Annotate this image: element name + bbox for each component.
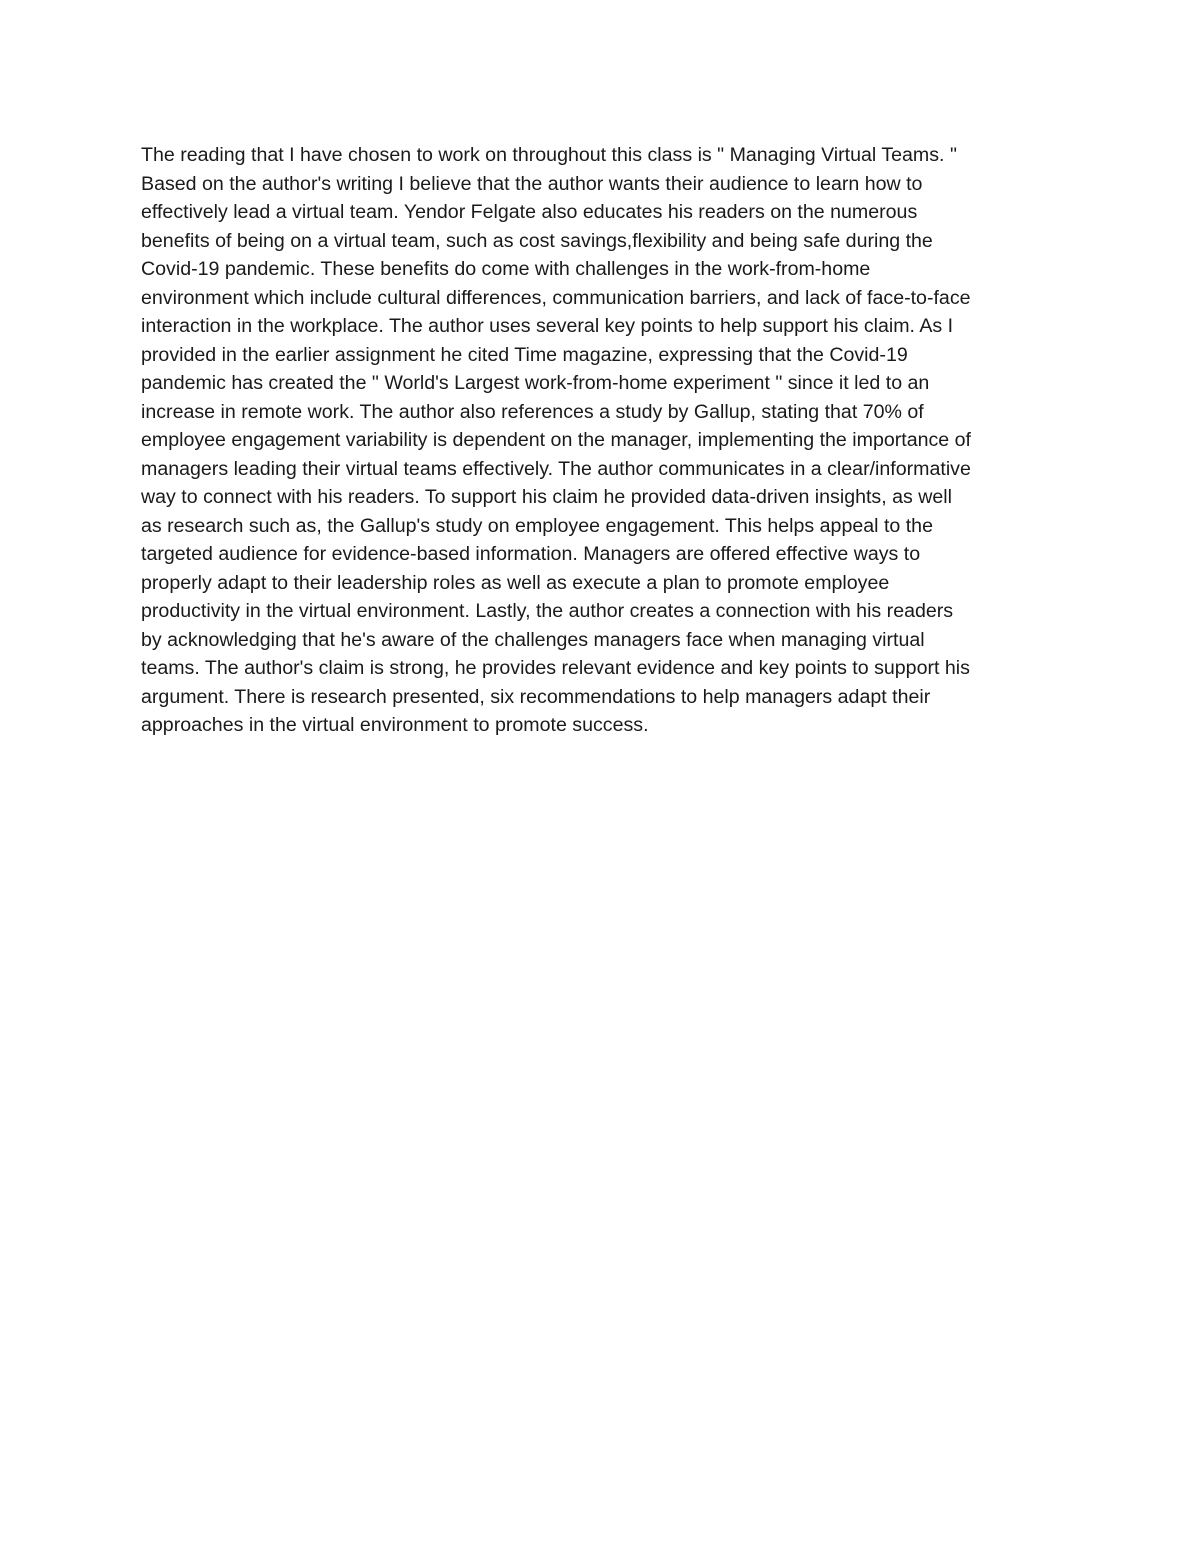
paragraph-line: interaction in the workplace. The author uses several key points to help support his claim. As I xyxy=(141,315,954,337)
paragraph-line: The reading that I have chosen to work on throughout this class is " Managing Virtual Teams. " xyxy=(141,144,957,166)
paragraph-line: environment which include cultural differences, communication barriers, and lack of face-to-face xyxy=(141,286,971,309)
paragraph-line: properly adapt to their leadership roles as well as execute a plan to promote employee xyxy=(141,571,890,594)
paragraph-line: way to connect with his readers. To support his claim he provided data-driven insights, as well xyxy=(141,486,953,508)
paragraph-line: provided in the earlier assignment he cited Time magazine, expressing that the Covid-19 xyxy=(141,343,908,366)
paragraph-line: increase in remote work. The author also references a study by Gallup, stating that 70% of xyxy=(141,400,924,423)
paragraph-line: Covid-19 pandemic. These benefits do come with challenges in the work-from-home xyxy=(141,258,871,280)
paragraph-line: argument. There is research presented, six recommendations to help managers adapt their xyxy=(141,685,931,708)
paragraph-line: teams. The author's claim is strong, he provides relevant evidence and key points to support his xyxy=(141,657,970,679)
paragraph-line: pandemic has created the " World's Largest work-from-home experiment " since it led to an xyxy=(141,372,930,394)
body-paragraph xyxy=(141,141,1066,740)
paragraph-line: managers leading their virtual teams effectively. The author communicates in a clear/informative xyxy=(141,457,971,480)
paragraph-line: targeted audience for evidence-based information. Managers are offered effective ways to xyxy=(141,543,921,565)
paragraph-line: productivity in the virtual environment. Lastly, the author creates a connection with his readers xyxy=(141,600,954,622)
paragraph-line: by acknowledging that he's aware of the challenges managers face when managing virtual xyxy=(141,628,925,651)
paragraph-line: Based on the author's writing I believe that the author wants their audience to learn how to xyxy=(141,172,923,195)
paragraph-line: as research such as, the Gallup's study on employee engagement. This helps appeal to the xyxy=(141,514,933,537)
paragraph-line: approaches in the virtual environment to promote success. xyxy=(141,714,649,736)
paragraph-line: effectively lead a virtual team. Yendor Felgate also educates his readers on the numerous xyxy=(141,201,918,223)
paragraph-line: employee engagement variability is dependent on the manager, implementing the importance of xyxy=(141,429,971,451)
paragraph-line: benefits of being on a virtual team, such as cost savings,flexibility and being safe during the xyxy=(141,229,933,252)
